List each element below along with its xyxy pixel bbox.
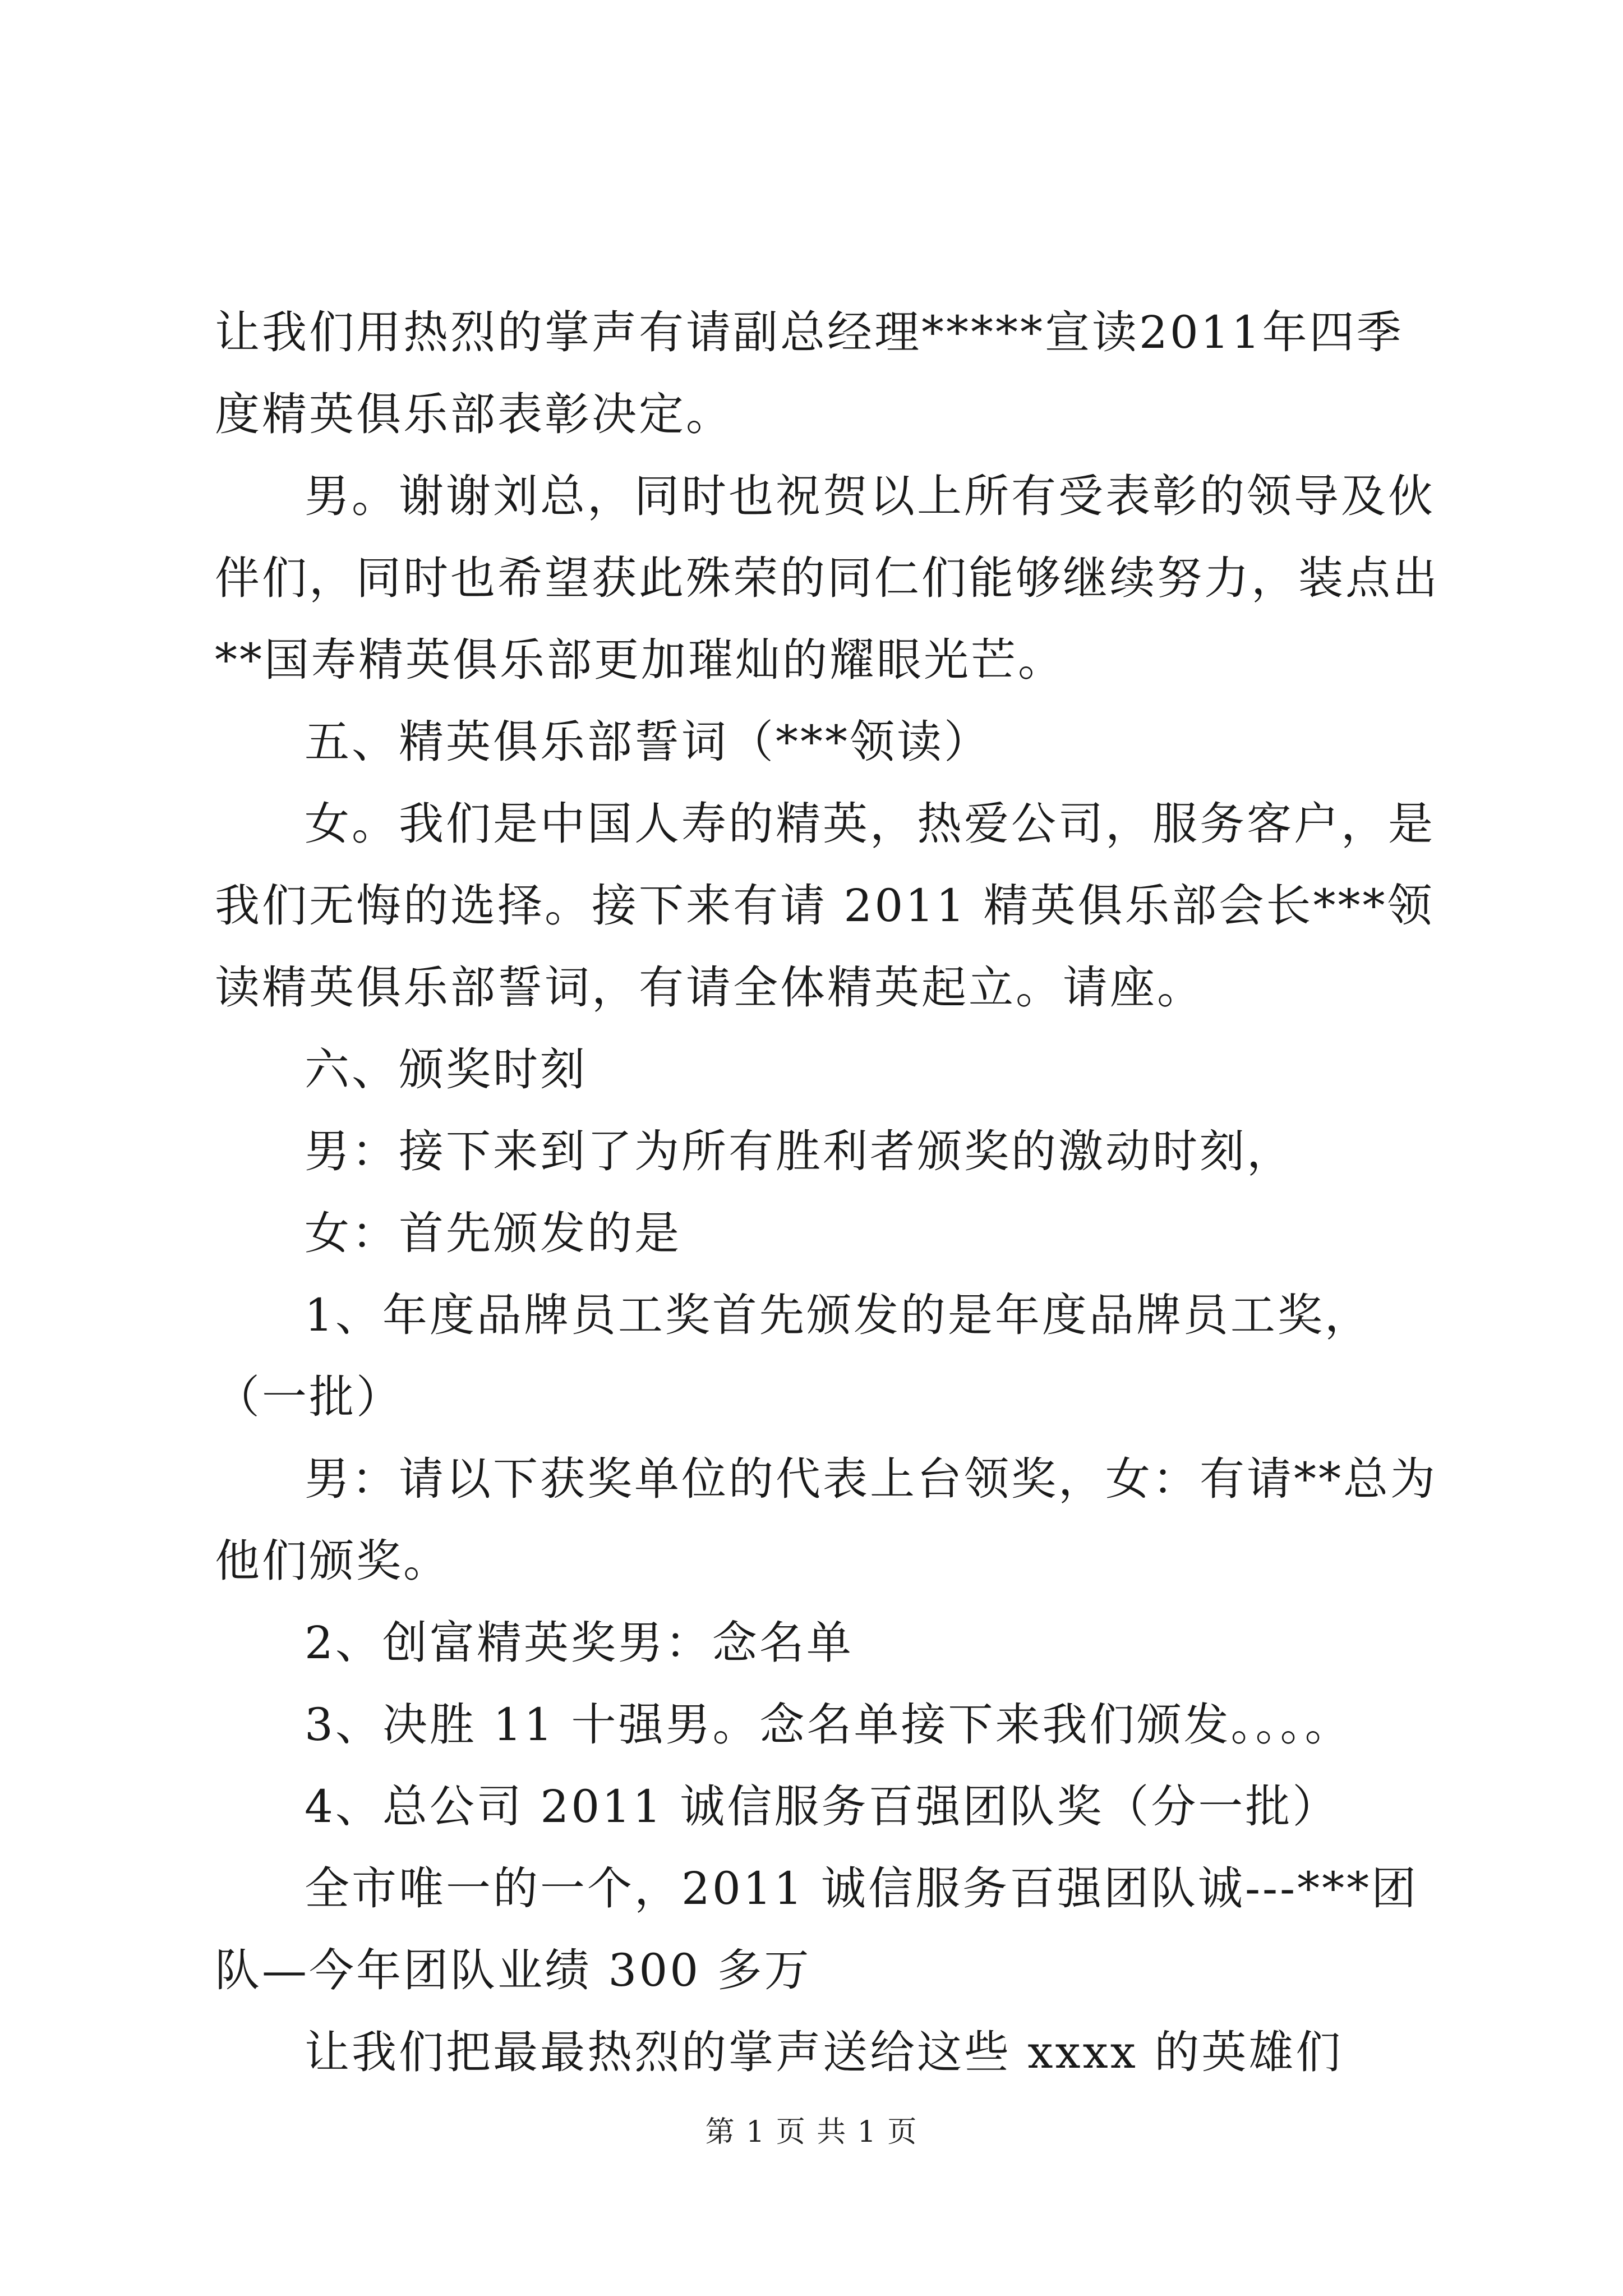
section-heading: 六、颁奖时刻 (305, 1043, 587, 1096)
paragraph: 女：首先颁发的是 (305, 1207, 681, 1259)
section-heading: 五、精英俱乐部誓词（***领读） (305, 716, 991, 768)
list-item: 2、创富精英奖男：念名单 (305, 1617, 854, 1669)
paragraph: 让我们把最最热烈的掌声送给这些 xxxx 的英雄们 (305, 2026, 1343, 2078)
list-item: 1、年度品牌员工奖首先颁发的是年度品牌员工奖，（一批） (215, 1289, 1372, 1423)
paragraph: 女。我们是中国人寿的精英，热爱公司，服务客户，是我们无悔的选择。接下来有请 2011 精英俱乐部会长***领读精英俱乐部誓词，有请全体精英起立。请座。 (215, 798, 1435, 1014)
paragraph: 让我们用热烈的掌声有请副总经理*****宣读2011年四季度精英俱乐部表彰决定。 (215, 306, 1404, 440)
paragraph: 男。谢谢刘总，同时也祝贺以上所有受表彰的领导及伙伴们，同时也希望获此殊荣的同仁们能够继续努力，装点出**国寿精英俱乐部更加璀灿的耀眼光芒。 (215, 470, 1440, 686)
document-body (215, 292, 1443, 2093)
paragraph: 全市唯一的一个，2011 诚信服务百强团队诚---***团队—今年团队业绩 300 多万 (215, 1862, 1419, 1996)
list-item: 4、总公司 2011 诚信服务百强团队奖（分一批） (305, 1780, 1340, 1833)
list-item: 3、决胜 11 十强男。念名单接下来我们颁发。。。。 (305, 1699, 1352, 1751)
page-number-footer: 第 1 页 共 1 页 (705, 2115, 918, 2149)
paragraph: 男：接下来到了为所有胜利者颁奖的激动时刻， (305, 1125, 1294, 1177)
paragraph: 男：请以下获奖单位的代表上台领奖，女：有请**总为他们颁奖。 (215, 1453, 1437, 1587)
